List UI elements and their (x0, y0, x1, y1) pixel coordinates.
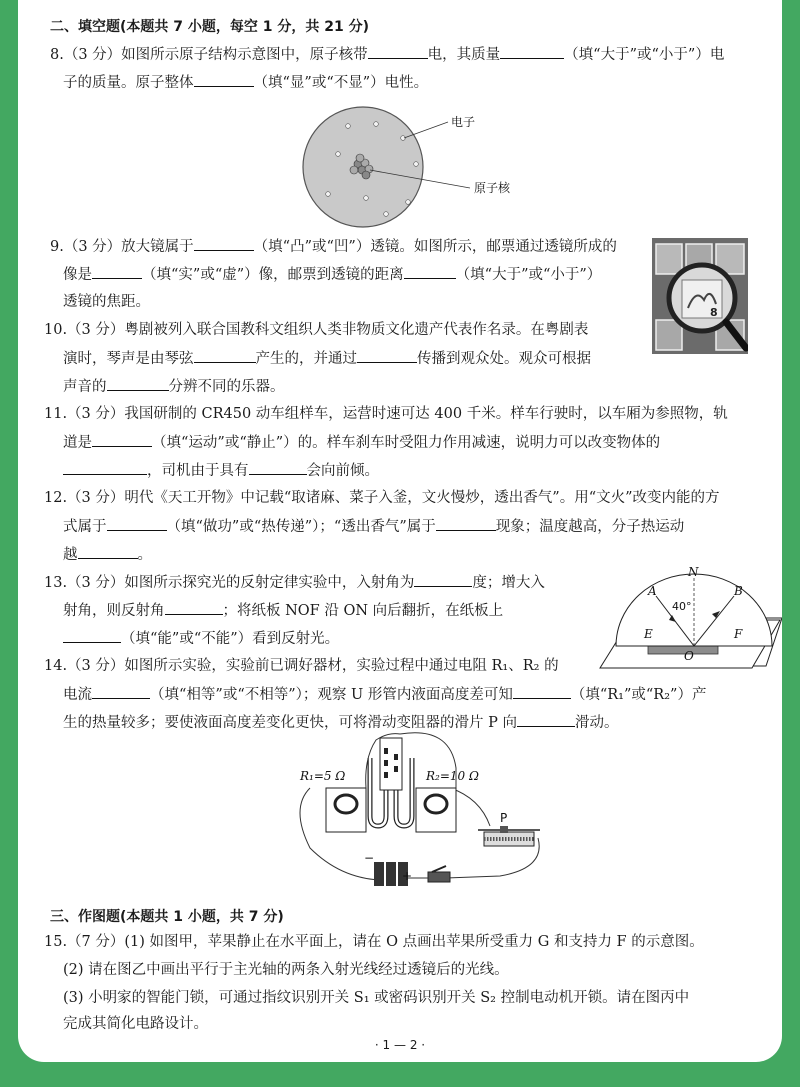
nucleus-label: 原子核 (474, 181, 511, 195)
text: 传播到观众处。观众可根据 (417, 351, 591, 367)
question-9-line-3: 透镜的焦距。 (63, 294, 150, 310)
question-8-line-2 (63, 72, 428, 93)
text: 度；增大入 (472, 575, 545, 591)
question-15-line-3: (3) 小明家的智能门锁，可通过指纹识别开关 S₁ 或密码识别开关 S₂ 控制电动机开锁。请在图丙中 (63, 990, 690, 1006)
text: 现象；温度越高，分子热运动 (495, 519, 685, 535)
answer-blank[interactable] (63, 460, 147, 475)
answer-blank[interactable] (194, 72, 254, 87)
question-15-line-4: 完成其简化电路设计。 (63, 1016, 208, 1032)
text: （填“大于”或“小于”） (455, 267, 602, 283)
question-15-line-2: (2) 请在图乙中画出平行于主光轴的两条入射光线经过透镜后的光线。 (63, 962, 509, 978)
answer-blank[interactable] (513, 684, 571, 699)
atom-structure-figure (298, 102, 538, 232)
answer-blank[interactable] (500, 44, 564, 59)
text: （填“大于”或“小于”）电 (564, 47, 725, 63)
text: 产生的，并通过 (255, 351, 357, 367)
resistor-coil-right (425, 795, 447, 813)
angle-label: 40° (672, 600, 692, 613)
question-9-line-2 (63, 264, 601, 285)
question-12-line-2 (63, 516, 684, 537)
resistor-coil-left (335, 795, 357, 813)
text: 式属于 (63, 519, 107, 535)
label-N: N (688, 566, 699, 579)
answer-blank[interactable] (92, 432, 152, 447)
text: ；将纸板 NOF 沿 ON 向后翻折，在纸板上 (222, 603, 504, 619)
question-10-line-1: 10.（3 分）粤剧被列入联合国教科文组织人类非物质文化遗产代表作名录。在粤剧表 (44, 322, 589, 338)
label-F: F (734, 627, 743, 641)
answer-blank[interactable] (436, 516, 496, 531)
slider-p-label: P (500, 811, 508, 825)
answer-blank[interactable] (249, 460, 307, 475)
question-10-line-3 (63, 376, 285, 397)
battery-plus-label: + (402, 869, 413, 883)
stamp-value: 8 (710, 306, 718, 319)
label-O: O (684, 649, 694, 663)
question-8-line-1 (50, 44, 724, 65)
text: （填“显”或“不显”）电性。 (253, 75, 429, 91)
answer-blank[interactable] (63, 628, 121, 643)
text: 电流 (63, 687, 92, 703)
text: 声音的 (63, 379, 107, 395)
text: （填“R₁”或“R₂”）产 (570, 687, 707, 703)
answer-blank[interactable] (194, 348, 256, 363)
text: 像是 (63, 267, 92, 283)
magnifier-stamp-photo (652, 238, 748, 354)
text: （填“能”或“不能”）看到反射光。 (121, 631, 340, 647)
question-12-line-3 (63, 544, 152, 565)
label-B: B (734, 584, 743, 598)
question-13-line-2 (63, 600, 503, 621)
text: 滑动。 (574, 715, 619, 731)
question-11-line-3 (63, 460, 379, 481)
question-10-line-2 (63, 348, 591, 369)
question-13-line-3 (63, 628, 339, 649)
text: 9.（3 分）放大镜属于 (50, 239, 194, 255)
answer-blank[interactable] (165, 600, 223, 615)
answer-blank[interactable] (107, 376, 169, 391)
text: 电，其质量 (427, 47, 501, 63)
answer-blank[interactable] (92, 684, 150, 699)
text: （填“运动”或“静止”）的。样车刹车时受阻力作用减速，说明力可以改变物体的 (152, 435, 661, 451)
r1-label: R₁=5 Ω (300, 769, 346, 783)
slider-p[interactable] (500, 826, 508, 833)
answer-blank[interactable] (194, 236, 254, 251)
exam-page (18, 0, 782, 1062)
r2-label: R₂=10 Ω (426, 769, 479, 783)
question-11-line-1: 11.（3 分）我国研制的 CR450 动车组样车，运营时速可达 400 千米。样车行驶时，以车厢为参照物，轨 (44, 406, 728, 422)
page-number: · 1 — 2 · (374, 1038, 426, 1052)
text: ，司机由于具有 (147, 463, 249, 479)
text: 射角，则反射角 (63, 603, 165, 619)
battery (364, 851, 412, 886)
question-15-line-1: 15.（7 分）(1) 如图甲，苹果静止在水平面上，请在 O 点画出苹果所受重力 G 和支持力 F 的示意图。 (44, 934, 704, 950)
answer-blank[interactable] (414, 572, 472, 587)
answer-blank[interactable] (357, 348, 417, 363)
label-E: E (644, 627, 653, 641)
electron-label: 电子 (451, 115, 476, 129)
sliding-rheostat (478, 811, 540, 846)
answer-blank[interactable] (92, 264, 142, 279)
answer-blank[interactable] (404, 264, 456, 279)
text: 分辨不同的乐器。 (168, 379, 285, 395)
answer-blank[interactable] (517, 712, 575, 727)
answer-blank[interactable] (107, 516, 167, 531)
question-14-line-1: 14.（3 分）如图所示实验，实验前已调好器材，实验过程中通过电阻 R₁、R₂ 的 (44, 658, 559, 674)
text: 演时，琴声是由琴弦 (63, 351, 194, 367)
text: 。 (137, 547, 152, 563)
text: 会向前倾。 (306, 463, 379, 479)
switch[interactable] (428, 866, 450, 882)
question-9-line-1 (50, 236, 617, 257)
label-A: A (648, 584, 657, 598)
section-title: 二、填空题(本题共 7 小题，每空 1 分，共 21 分) (50, 19, 370, 35)
question-13-line-1 (44, 572, 545, 593)
text: 子的质量。原子整体 (63, 75, 194, 91)
text: （填“实”或“虚”）像，邮票到透镜的距离 (142, 267, 404, 283)
question-11-line-2 (63, 432, 660, 453)
text: 道是 (63, 435, 92, 451)
question-12-line-1: 12.（3 分）明代《天工开物》中记载“取诸麻、菜子入釜，文火慢炒，透出香气”。用“文火”改变内能的方 (44, 490, 720, 506)
text: 越 (63, 547, 78, 563)
text: 8.（3 分）如图所示原子结构示意图中，原子核带 (50, 47, 368, 63)
text: （填“做功”或“热传递”）；“透出香气”属于 (166, 519, 436, 535)
text: （填“相等”或“不相等”）；观察 U 形管内液面高度差可知 (150, 687, 513, 703)
light-reflection-figure (596, 566, 782, 672)
answer-blank[interactable] (368, 44, 428, 59)
joule-heating-circuit-figure (280, 728, 560, 898)
question-14-line-2 (63, 684, 706, 705)
answer-blank[interactable] (78, 544, 138, 559)
text: 生的热量较多；要使液面高度差变化更快，可将滑动变阻器的滑片 P 向 (63, 715, 517, 731)
text: 13.（3 分）如图所示探究光的反射定律实验中，入射角为 (44, 575, 415, 591)
scale-board (380, 738, 402, 790)
text: （填“凸”或“凹”）透镜。如图所示，邮票通过透镜所成的 (253, 239, 617, 255)
battery-minus-label: − (364, 851, 375, 865)
section-title: 三、作图题(本题共 1 小题，共 7 分) (50, 909, 284, 925)
